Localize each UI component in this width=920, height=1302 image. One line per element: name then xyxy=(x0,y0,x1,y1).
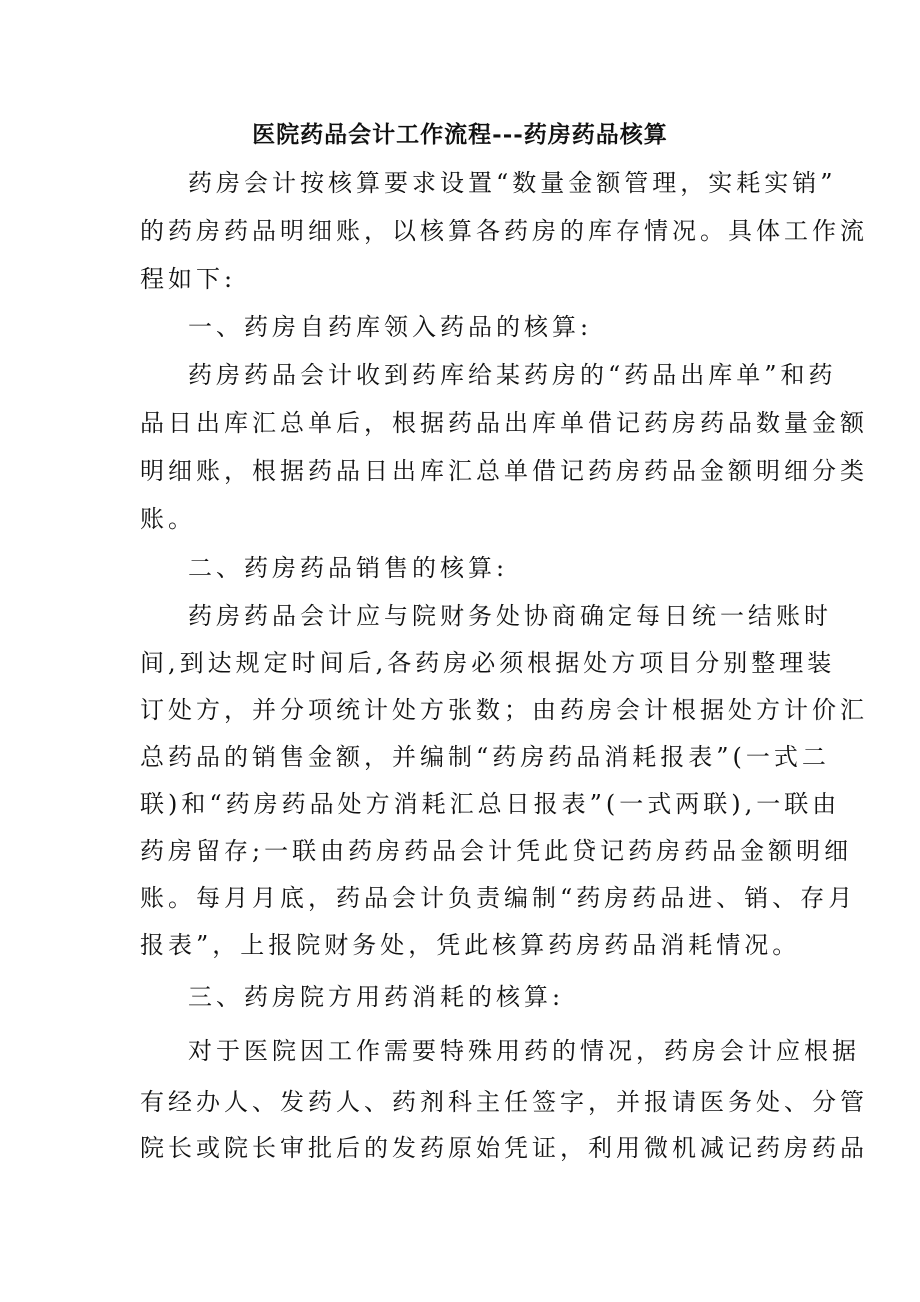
section-2-line-5: 联)和“药房药品处方消耗汇总日报表”(一式两联),一联由 xyxy=(140,790,841,818)
section-2-line-4: 总药品的销售金额，并编制“药房药品消耗报表”(一式二 xyxy=(140,743,830,771)
paragraph-intro-line-1: 药房会计按核算要求设置“数量金额管理，实耗实销” xyxy=(188,169,837,197)
section-2-line-3: 订处方，并分项统计处方张数；由药房会计根据处方计价汇 xyxy=(140,696,868,724)
section-1-line-3: 明细账，根据药品日出库汇总单借记药房药品金额明细分类 xyxy=(140,457,868,485)
section-2-line-7: 账。每月月底，药品会计负责编制“药房药品进、销、存月 xyxy=(140,884,857,912)
paragraph-intro-line-3: 程如下: xyxy=(140,265,237,293)
section-2-line-2: 间,到达规定时间后,各药房必须根据处方项目分别整理装 xyxy=(140,649,836,677)
section-1-line-2: 品日出库汇总单后，根据药品出库单借记药房药品数量金额 xyxy=(140,409,868,437)
section-2-heading: 二、药房药品销售的核算: xyxy=(188,554,509,582)
section-3-heading: 三、药房院方用药消耗的核算: xyxy=(188,983,565,1011)
section-2-line-1: 药房药品会计应与院财务处协商确定每日统一结账时 xyxy=(188,602,832,630)
paragraph-intro-line-2: 的药房药品明细账，以核算各药房的库存情况。具体工作流 xyxy=(140,217,868,245)
section-2-line-8: 报表”，上报院财务处，凭此核算药房药品消耗情况。 xyxy=(140,931,801,959)
document-title: 医院药品会计工作流程---药房药品核算 xyxy=(252,121,668,148)
section-3-line-1: 对于医院因工作需要特殊用药的情况，药房会计应根据 xyxy=(188,1037,860,1065)
section-1-line-1: 药房药品会计收到药库给某药房的“药品出库单”和药 xyxy=(188,361,837,389)
section-2-line-6: 药房留存;一联由药房药品会计凭此贷记药房药品金额明细 xyxy=(140,837,853,865)
section-3-line-2: 有经办人、发药人、药剂科主任签字，并报请医务处、分管 xyxy=(140,1088,868,1116)
section-3-line-3: 院长或院长审批后的发药原始凭证，利用微机减记药房药品 xyxy=(140,1134,868,1162)
section-1-line-4: 账。 xyxy=(140,505,196,533)
section-1-heading: 一、药房自药库领入药品的核算: xyxy=(188,313,593,341)
